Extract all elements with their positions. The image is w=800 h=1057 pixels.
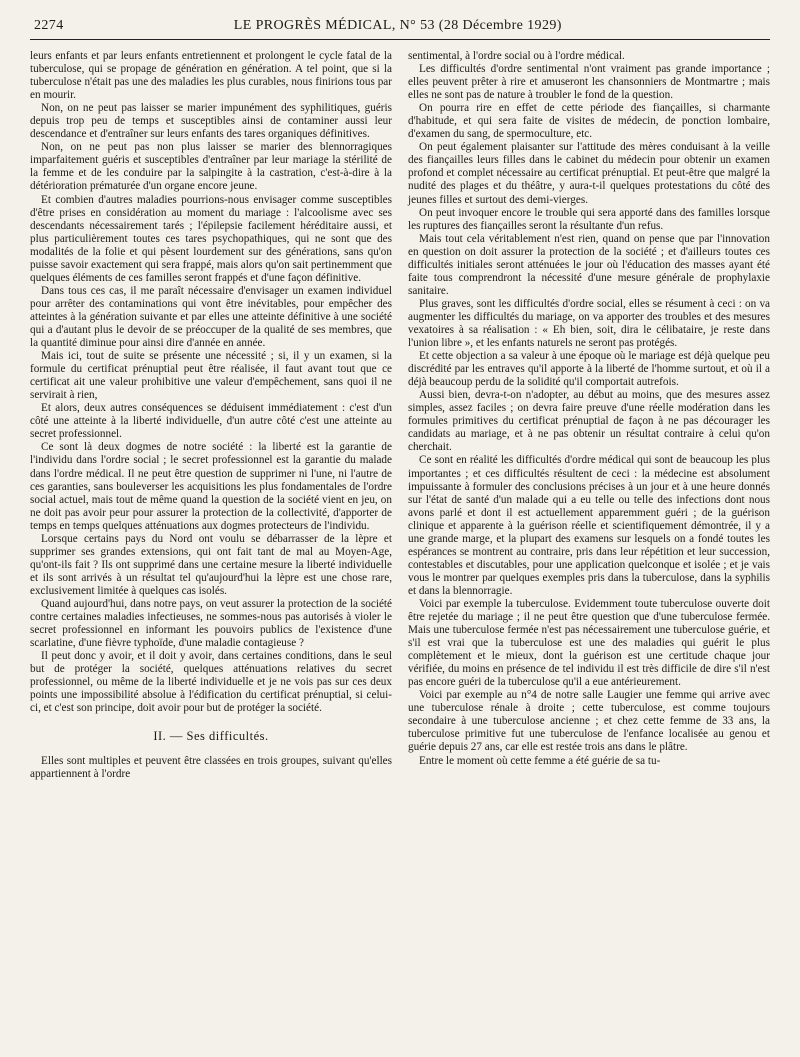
paragraph: Ce sont en réalité les difficultés d'ordre médical qui sont de beaucoup les plus importantes ; et ces difficultés résultent de ceci : la médecine est absolument impuissante à formuler des conclusions précises à un jour et à une heure donnés sur l'état de santé d'un malade qui a eu telle ou telle des infections dont nous avons parlé et dont il est actuellement apparemment guéri ; de la guérison clinique et apparente à la guérison réelle et scientifiquement démontrée, il y a une grande marge, et la plupart des examens sur lesquels on a fondé toutes les espérances se montrent au contraire, pris dans leur répétition et leur succession, contestables et discutables, pour une application quelconque et isolée ; et je vais vous le montrer par quelques exemples pris dans la tuberculose, dans la syphilis et dans la blennorragie. bbox=[408, 454, 770, 597]
left-column bbox=[30, 50, 392, 782]
paragraph: Elles sont multiples et peuvent être classées en trois groupes, suivant qu'elles appartiennent à l'ordre bbox=[30, 755, 392, 781]
paragraph: Lorsque certains pays du Nord ont voulu se débarrasser de la lèpre et supprimer ses grandes extensions, qui ont fait tant de mal au Moyen-Age, qu'ont-ils fait ? Ils ont supprimé dans une certaine mesure la liberté individuelle et ils sont arrivés à un résultat tel qu'aujourd'hui la lèpre est une chose rare, exclusivement limitée à quelques cas isolés. bbox=[30, 532, 392, 597]
paragraph: Les difficultés d'ordre sentimental n'ont vraiment pas grande importance ; elles peuvent prêter à rire et amuseront les chansonniers de Montmartre ; mais elles ne sont pas de nature à troubler le fond de la question. bbox=[408, 63, 770, 102]
paragraph: Quand aujourd'hui, dans notre pays, on veut assurer la protection de la société contre certaines maladies infectieuses, ne sommes-nous pas autorisés à violer le secret professionnel en informant les pouvoirs publics de l'existence d'une scarlatine, d'une fièvre typhoïde, d'une maladie contagieuse ? bbox=[30, 597, 392, 650]
paragraph: Dans tous ces cas, il me paraît nécessaire d'envisager un examen individuel pour arrêter des contaminations qui vont être inévitables, pour empêcher des atteintes à la génération suivante et par elles une atteinte définitive à une société qui a d'autant plus le devoir de se préoccuper de la qualité de ses membres, que la quantité diminue pour ainsi dire d'année en année. bbox=[30, 284, 392, 350]
paragraph: Mais ici, tout de suite se présente une nécessité ; si, il y un examen, si la formule du certificat prénuptial peut être réalisée, il faut avant tout que ce certificat ait une valeur prohibitive une valeur d'empêchement, sans quoi il ne servirait à rien, bbox=[30, 350, 392, 402]
paragraph: On pourra rire en effet de cette période des fiançailles, si charmante d'habitude, et qui sera faite de visites de médecin, de ponction lombaire, d'examen du sang, de spermoculture, etc. bbox=[408, 102, 770, 141]
paragraph: On peut invoquer encore le trouble qui sera apporté dans des familles lorsque les ruptures des fiançailles seront la résultante d'un refus. bbox=[408, 206, 770, 232]
paragraph: Il peut donc y avoir, et il doit y avoir, dans certaines conditions, dans le seul but de protéger la société, quelques atténuations relatives du secret professionnel, ou même de la liberté individuelle et je ne vois pas sur ces deux points une impossibilité absolue à l'édification du certificat prénuptial, si celui-ci, et c'est son principe, doit avoir pour but de protéger la société. bbox=[30, 650, 392, 715]
paragraph: Non, on ne peut pas laisser se marier impunément des syphilitiques, guéris depuis trop peu de temps et susceptibles ainsi de contaminer aussi leur descendance et d'entraîner sur leurs enfants des tares organiques définitives. bbox=[30, 102, 392, 141]
paragraph: Et alors, deux autres conséquences se déduisent immédiatement : c'est d'un côté une atteinte à la liberté individuelle, d'un autre côté c'est une atteinte au secret professionnel. bbox=[30, 402, 392, 441]
paragraph: Non, on ne peut pas non plus laisser se marier des blennorragiques imparfaitement guéris et susceptibles d'entraîner par leur mariage la stérilité de la femme et de les conduire par la salpingite à la castration, c'est-à-dire à la détérioration prématurée d'un organe encore jeune. bbox=[30, 141, 392, 193]
paragraph: Entre le moment où cette femme a été guérie de sa tu- bbox=[419, 754, 661, 767]
paragraph: Et combien d'autres maladies pourrions-nous envisager comme susceptibles d'être prises en considération au moment du mariage : l'alcoolisme avec ses descendants nécessairement tarés ; l'épilepsie facilement héréditaire aussi, et plus particulièrement toutes ces tares psychopathiques, qui ne sont que des modalités de la folie et qui pèsent lourdement sur des générations, sans qu'on puisse savoir exactement qui sera frappé, mais alors qu'on sait pertinemment que quelques éléments de ces familles seront frappés et d'une façon définitive. bbox=[30, 193, 392, 284]
paragraph: Et cette objection a sa valeur à une époque où le mariage est déjà quelque peu discrédité par les entraves qu'il apporte à la liberté de l'homme surtout, et où il a déjà beaucoup perdu de la solidité qu'il comportait autrefois. bbox=[408, 350, 770, 389]
paragraph: leurs enfants et par leurs enfants entretiennent et prolongent le cycle fatal de la tuberculose, qui se propage de génération en génération. A tel point, que si la tuberculose n'était pas une des maladies les plus curables, nous finirions tous par en mourir. bbox=[30, 50, 392, 102]
paragraph: Aussi bien, devra-t-on n'adopter, au début au moins, que des mesures assez simples, assez faciles ; on devra faire preuve d'une réelle modération dans les formules primitives du certificat prénuptial de façon à ne pas décourager les candidats au mariage, et à ne pas obtenir un résultat contraire à celui qu'on cherchait. bbox=[408, 389, 770, 454]
paragraph: Mais tout cela véritablement n'est rien, quand on pense que par l'innovation en question on doit assurer la protection de la société ; et d'ailleurs toutes ces difficultés initiales seront atténuées le jour où l'éducation des masses ayant été faite tous comprendront la nécessité d'une mesure générale de prophylaxie sanitaire. bbox=[408, 232, 770, 297]
header-rule bbox=[30, 39, 770, 40]
two-column-body bbox=[30, 50, 770, 782]
page-number: 2274 bbox=[34, 18, 64, 33]
paragraph: Voici par exemple au n°4 de notre salle Laugier une femme qui arrive avec une tuberculose rénale à droite ; cette tuberculose, est comme toujours secondaire à une tuberculose ancienne ; et chez cette femme de 33 ans, la tuberculose primitive fut une tuberculose de l'enfance localisée au genou et guérie depuis 27 ans, car elle est restée trois ans dans le plâtre. bbox=[408, 689, 770, 754]
paragraph: Voici par exemple la tuberculose. Evidemment toute tuberculose ouverte doit être rejetée du mariage ; il ne peut être question que d'une tuberculose fermée. Mais une tuberculose fermée n'est pas nécessairement une tuberculose guérie, et s'il est vrai que la tuberculose est une des maladies qui guérit le plus complètement et le mieux, dont la guérison est une certitude chaque jour vérifiée, du moins en présence de tel individu il est très difficile de dire s'il n'est pas encore guéri de la tuberculose qu'il a eue antérieurement. bbox=[408, 597, 770, 689]
section-heading: II. — Ses difficultés. bbox=[153, 729, 269, 744]
paragraph: sentimental, à l'ordre social ou à l'ordre médical. bbox=[408, 50, 625, 62]
paragraph: Ce sont là deux dogmes de notre société : la liberté est la garantie de l'individu dans l'ordre social ; le secret professionnel est la garantie du malade dans l'ordre médical. Il ne peut être question de supprimer ni l'une, ni l'autre de ces garanties, sans bouleverser les acquisitions les plus fondamentales de l'ordre social actuel, mais tout de même quand la question de la société vient en jeu, on ne doit pas avoir peur pour assurer la protection de la collectivité, d'apporter de temps en temps quelques atténuations aux dogmes protecteurs de l'individu. bbox=[30, 441, 392, 532]
running-header bbox=[30, 18, 770, 34]
right-column bbox=[408, 50, 770, 782]
paragraph: Plus graves, sont les difficultés d'ordre social, elles se résument à ceci : on va augmenter les difficultés du mariage, on va apporter des troubles et des mesures vexatoires à sa réalisation : « Eh bien, soit, dira le célibataire, je reste dans l'union libre », et les enfants naturels ne seront pas protégés. bbox=[408, 297, 770, 350]
journal-title: LE PROGRÈS MÉDICAL, N° 53 (28 Décembre 1929) bbox=[233, 18, 562, 33]
paragraph: On peut également plaisanter sur l'attitude des mères conduisant à la veille des fiançailles leurs filles dans le cabinet du médecin pour obtenir un examen profond et complet nécessaire au certificat prénuptial. Et peut-être que malgré la nudité des plages et du théâtre, y aura-t-il quelques protestations du côté des jeunes filles et surtout des demi-vierges. bbox=[408, 141, 770, 206]
